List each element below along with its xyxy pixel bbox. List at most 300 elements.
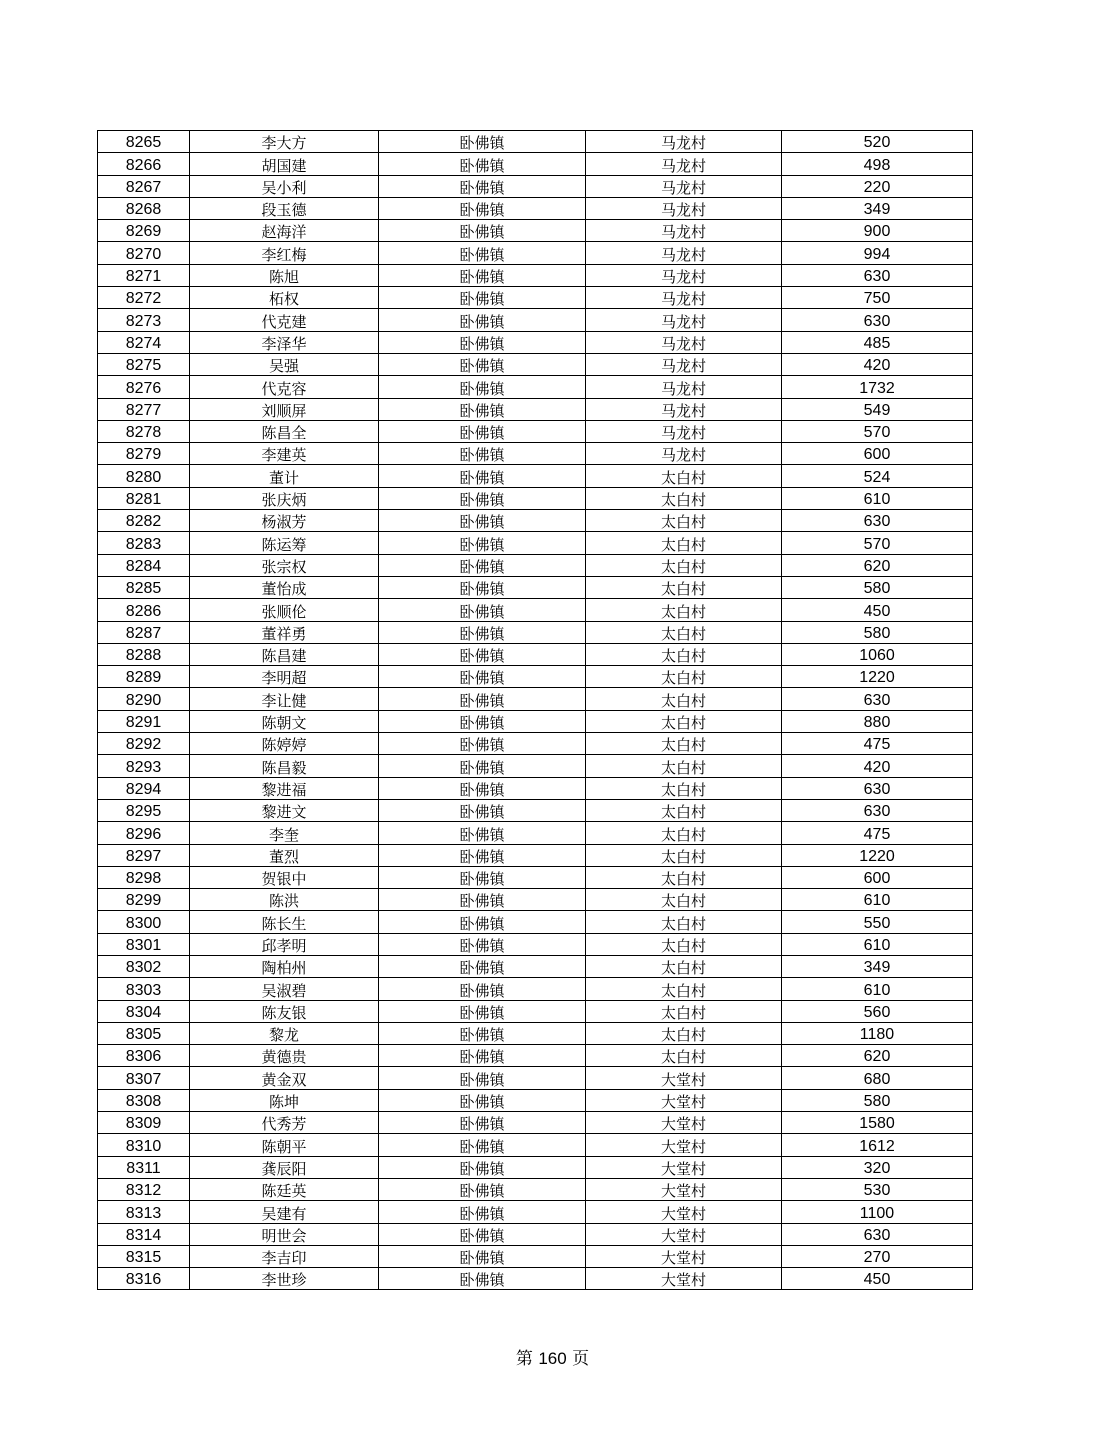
village-cell: 太白村 [586, 844, 782, 866]
amount-cell: 750 [782, 287, 973, 309]
table-row [98, 576, 973, 598]
village-cell: 太白村 [586, 866, 782, 888]
town-cell: 卧佛镇 [379, 1223, 586, 1245]
village-cell: 大堂村 [586, 1134, 782, 1156]
name-cell: 杨淑芳 [190, 510, 379, 532]
amount-cell: 880 [782, 710, 973, 732]
page-number: 160 [538, 1349, 567, 1368]
table-row [98, 376, 973, 398]
town-cell: 卧佛镇 [379, 955, 586, 977]
amount-cell: 220 [782, 175, 973, 197]
row-number-cell: 8293 [98, 755, 190, 777]
town-cell: 卧佛镇 [379, 131, 586, 153]
table-row [98, 599, 973, 621]
amount-cell: 560 [782, 1000, 973, 1022]
table-row [98, 175, 973, 197]
village-cell: 马龙村 [586, 331, 782, 353]
amount-cell: 610 [782, 933, 973, 955]
name-cell: 吴建有 [190, 1201, 379, 1223]
town-cell: 卧佛镇 [379, 599, 586, 621]
amount-cell: 1580 [782, 1112, 973, 1134]
row-number-cell: 8297 [98, 844, 190, 866]
town-cell: 卧佛镇 [379, 710, 586, 732]
village-cell: 太白村 [586, 465, 782, 487]
village-cell: 马龙村 [586, 309, 782, 331]
table-row [98, 465, 973, 487]
row-number-cell: 8309 [98, 1112, 190, 1134]
village-cell: 太白村 [586, 733, 782, 755]
village-cell: 马龙村 [586, 153, 782, 175]
row-number-cell: 8303 [98, 978, 190, 1000]
name-cell: 胡国建 [190, 153, 379, 175]
town-cell: 卧佛镇 [379, 175, 586, 197]
amount-cell: 630 [782, 799, 973, 821]
table-row [98, 554, 973, 576]
town-cell: 卧佛镇 [379, 1134, 586, 1156]
row-number-cell: 8313 [98, 1201, 190, 1223]
table-row [98, 1223, 973, 1245]
amount-cell: 570 [782, 420, 973, 442]
table-row [98, 309, 973, 331]
table-row [98, 532, 973, 554]
table-row [98, 242, 973, 264]
name-cell: 陈洪 [190, 889, 379, 911]
amount-cell: 475 [782, 822, 973, 844]
town-cell: 卧佛镇 [379, 799, 586, 821]
row-number-cell: 8286 [98, 599, 190, 621]
village-cell: 太白村 [586, 1022, 782, 1044]
row-number-cell: 8276 [98, 376, 190, 398]
town-cell: 卧佛镇 [379, 532, 586, 554]
row-number-cell: 8294 [98, 777, 190, 799]
table-row [98, 643, 973, 665]
name-cell: 赵海洋 [190, 220, 379, 242]
town-cell: 卧佛镇 [379, 1201, 586, 1223]
table-row [98, 353, 973, 375]
table-row [98, 889, 973, 911]
name-cell: 董怡成 [190, 576, 379, 598]
table-row [98, 1156, 973, 1178]
table-row [98, 153, 973, 175]
village-cell: 太白村 [586, 666, 782, 688]
table-row [98, 822, 973, 844]
name-cell: 李建英 [190, 443, 379, 465]
name-cell: 陈朝文 [190, 710, 379, 732]
town-cell: 卧佛镇 [379, 1022, 586, 1044]
town-cell: 卧佛镇 [379, 822, 586, 844]
row-number-cell: 8273 [98, 309, 190, 331]
row-number-cell: 8306 [98, 1045, 190, 1067]
row-number-cell: 8275 [98, 353, 190, 375]
amount-cell: 549 [782, 398, 973, 420]
row-number-cell: 8271 [98, 264, 190, 286]
row-number-cell: 8312 [98, 1178, 190, 1200]
name-cell: 李世珍 [190, 1268, 379, 1290]
name-cell: 张宗权 [190, 554, 379, 576]
amount-cell: 420 [782, 755, 973, 777]
table-row [98, 398, 973, 420]
amount-cell: 485 [782, 331, 973, 353]
town-cell: 卧佛镇 [379, 1156, 586, 1178]
row-number-cell: 8299 [98, 889, 190, 911]
amount-cell: 349 [782, 955, 973, 977]
town-cell: 卧佛镇 [379, 933, 586, 955]
amount-cell: 630 [782, 309, 973, 331]
table-row [98, 1245, 973, 1267]
name-cell: 龚辰阳 [190, 1156, 379, 1178]
name-cell: 陈昌全 [190, 420, 379, 442]
row-number-cell: 8298 [98, 866, 190, 888]
table-row [98, 799, 973, 821]
village-cell: 马龙村 [586, 353, 782, 375]
village-cell: 太白村 [586, 955, 782, 977]
row-number-cell: 8272 [98, 287, 190, 309]
town-cell: 卧佛镇 [379, 1245, 586, 1267]
table-row [98, 866, 973, 888]
amount-cell: 530 [782, 1178, 973, 1200]
table-row [98, 197, 973, 219]
name-cell: 李明超 [190, 666, 379, 688]
row-number-cell: 8315 [98, 1245, 190, 1267]
name-cell: 董烈 [190, 844, 379, 866]
table-row [98, 1067, 973, 1089]
name-cell: 陈友银 [190, 1000, 379, 1022]
name-cell: 张庆炳 [190, 487, 379, 509]
table-row [98, 264, 973, 286]
name-cell: 陈长生 [190, 911, 379, 933]
amount-cell: 900 [782, 220, 973, 242]
village-cell: 大堂村 [586, 1223, 782, 1245]
row-number-cell: 8289 [98, 666, 190, 688]
table-row [98, 1178, 973, 1200]
town-cell: 卧佛镇 [379, 666, 586, 688]
row-number-cell: 8277 [98, 398, 190, 420]
table-row [98, 487, 973, 509]
village-cell: 太白村 [586, 532, 782, 554]
table-row [98, 844, 973, 866]
town-cell: 卧佛镇 [379, 777, 586, 799]
name-cell: 陈婷婷 [190, 733, 379, 755]
table-row [98, 1201, 973, 1223]
village-cell: 太白村 [586, 1000, 782, 1022]
table-row [98, 1022, 973, 1044]
page-footer [0, 1344, 1105, 1369]
row-number-cell: 8291 [98, 710, 190, 732]
town-cell: 卧佛镇 [379, 443, 586, 465]
amount-cell: 580 [782, 621, 973, 643]
amount-cell: 570 [782, 532, 973, 554]
amount-cell: 1060 [782, 643, 973, 665]
name-cell: 陈昌建 [190, 643, 379, 665]
name-cell: 李奎 [190, 822, 379, 844]
town-cell: 卧佛镇 [379, 510, 586, 532]
name-cell: 李泽华 [190, 331, 379, 353]
name-cell: 贺银中 [190, 866, 379, 888]
table-row [98, 777, 973, 799]
row-number-cell: 8288 [98, 643, 190, 665]
town-cell: 卧佛镇 [379, 465, 586, 487]
amount-cell: 498 [782, 153, 973, 175]
town-cell: 卧佛镇 [379, 264, 586, 286]
town-cell: 卧佛镇 [379, 1089, 586, 1111]
village-cell: 太白村 [586, 777, 782, 799]
amount-cell: 320 [782, 1156, 973, 1178]
village-cell: 大堂村 [586, 1245, 782, 1267]
row-number-cell: 8281 [98, 487, 190, 509]
village-cell: 太白村 [586, 911, 782, 933]
name-cell: 吴小利 [190, 175, 379, 197]
name-cell: 黎龙 [190, 1022, 379, 1044]
row-number-cell: 8300 [98, 911, 190, 933]
town-cell: 卧佛镇 [379, 420, 586, 442]
village-cell: 大堂村 [586, 1112, 782, 1134]
village-cell: 太白村 [586, 1045, 782, 1067]
table-row [98, 443, 973, 465]
name-cell: 柘权 [190, 287, 379, 309]
amount-cell: 420 [782, 353, 973, 375]
town-cell: 卧佛镇 [379, 197, 586, 219]
town-cell: 卧佛镇 [379, 1112, 586, 1134]
table-row [98, 1134, 973, 1156]
row-number-cell: 8290 [98, 688, 190, 710]
village-cell: 太白村 [586, 799, 782, 821]
row-number-cell: 8274 [98, 331, 190, 353]
amount-cell: 450 [782, 599, 973, 621]
name-cell: 邱孝明 [190, 933, 379, 955]
name-cell: 陈旭 [190, 264, 379, 286]
row-number-cell: 8283 [98, 532, 190, 554]
amount-cell: 1612 [782, 1134, 973, 1156]
name-cell: 代克建 [190, 309, 379, 331]
row-number-cell: 8280 [98, 465, 190, 487]
amount-cell: 580 [782, 576, 973, 598]
town-cell: 卧佛镇 [379, 287, 586, 309]
village-cell: 太白村 [586, 933, 782, 955]
footer-suffix: 页 [572, 1349, 590, 1369]
row-number-cell: 8296 [98, 822, 190, 844]
table-row [98, 688, 973, 710]
table-row [98, 955, 973, 977]
row-number-cell: 8268 [98, 197, 190, 219]
row-number-cell: 8314 [98, 1223, 190, 1245]
row-number-cell: 8301 [98, 933, 190, 955]
town-cell: 卧佛镇 [379, 153, 586, 175]
town-cell: 卧佛镇 [379, 353, 586, 375]
town-cell: 卧佛镇 [379, 889, 586, 911]
amount-cell: 610 [782, 978, 973, 1000]
name-cell: 黎进文 [190, 799, 379, 821]
town-cell: 卧佛镇 [379, 1178, 586, 1200]
table-row [98, 331, 973, 353]
village-cell: 马龙村 [586, 175, 782, 197]
row-number-cell: 8310 [98, 1134, 190, 1156]
row-number-cell: 8311 [98, 1156, 190, 1178]
name-cell: 黄德贵 [190, 1045, 379, 1067]
village-cell: 马龙村 [586, 242, 782, 264]
town-cell: 卧佛镇 [379, 220, 586, 242]
row-number-cell: 8282 [98, 510, 190, 532]
town-cell: 卧佛镇 [379, 844, 586, 866]
table-row [98, 420, 973, 442]
town-cell: 卧佛镇 [379, 621, 586, 643]
village-cell: 马龙村 [586, 398, 782, 420]
row-number-cell: 8287 [98, 621, 190, 643]
amount-cell: 630 [782, 1223, 973, 1245]
town-cell: 卧佛镇 [379, 978, 586, 1000]
table-row [98, 933, 973, 955]
village-cell: 大堂村 [586, 1067, 782, 1089]
village-cell: 马龙村 [586, 264, 782, 286]
row-number-cell: 8295 [98, 799, 190, 821]
village-cell: 马龙村 [586, 376, 782, 398]
amount-cell: 450 [782, 1268, 973, 1290]
town-cell: 卧佛镇 [379, 242, 586, 264]
table-row [98, 755, 973, 777]
amount-cell: 524 [782, 465, 973, 487]
village-cell: 太白村 [586, 599, 782, 621]
table-row [98, 220, 973, 242]
name-cell: 代秀芳 [190, 1112, 379, 1134]
data-table [97, 130, 973, 1290]
name-cell: 陈运筹 [190, 532, 379, 554]
village-cell: 太白村 [586, 889, 782, 911]
table-row [98, 287, 973, 309]
row-number-cell: 8285 [98, 576, 190, 598]
village-cell: 马龙村 [586, 420, 782, 442]
name-cell: 陈昌毅 [190, 755, 379, 777]
table-row [98, 978, 973, 1000]
town-cell: 卧佛镇 [379, 487, 586, 509]
table-body [98, 131, 973, 1290]
town-cell: 卧佛镇 [379, 1045, 586, 1067]
row-number-cell: 8304 [98, 1000, 190, 1022]
table-row [98, 1000, 973, 1022]
amount-cell: 1220 [782, 844, 973, 866]
row-number-cell: 8279 [98, 443, 190, 465]
village-cell: 太白村 [586, 755, 782, 777]
amount-cell: 1220 [782, 666, 973, 688]
amount-cell: 1732 [782, 376, 973, 398]
name-cell: 陶柏州 [190, 955, 379, 977]
name-cell: 吴强 [190, 353, 379, 375]
row-number-cell: 8308 [98, 1089, 190, 1111]
village-cell: 马龙村 [586, 287, 782, 309]
table-row [98, 733, 973, 755]
row-number-cell: 8307 [98, 1067, 190, 1089]
table-row [98, 131, 973, 153]
row-number-cell: 8269 [98, 220, 190, 242]
village-cell: 太白村 [586, 554, 782, 576]
table-row [98, 510, 973, 532]
village-cell: 太白村 [586, 688, 782, 710]
amount-cell: 630 [782, 510, 973, 532]
table-row [98, 1089, 973, 1111]
town-cell: 卧佛镇 [379, 1067, 586, 1089]
name-cell: 李让健 [190, 688, 379, 710]
village-cell: 马龙村 [586, 131, 782, 153]
row-number-cell: 8265 [98, 131, 190, 153]
amount-cell: 994 [782, 242, 973, 264]
amount-cell: 630 [782, 264, 973, 286]
town-cell: 卧佛镇 [379, 755, 586, 777]
name-cell: 明世会 [190, 1223, 379, 1245]
name-cell: 黄金双 [190, 1067, 379, 1089]
village-cell: 马龙村 [586, 443, 782, 465]
name-cell: 董计 [190, 465, 379, 487]
village-cell: 太白村 [586, 621, 782, 643]
table-row [98, 911, 973, 933]
row-number-cell: 8305 [98, 1022, 190, 1044]
row-number-cell: 8270 [98, 242, 190, 264]
name-cell: 段玉德 [190, 197, 379, 219]
name-cell: 李吉印 [190, 1245, 379, 1267]
amount-cell: 600 [782, 866, 973, 888]
table-row [98, 1112, 973, 1134]
town-cell: 卧佛镇 [379, 866, 586, 888]
row-number-cell: 8302 [98, 955, 190, 977]
town-cell: 卧佛镇 [379, 309, 586, 331]
name-cell: 陈朝平 [190, 1134, 379, 1156]
row-number-cell: 8292 [98, 733, 190, 755]
village-cell: 太白村 [586, 978, 782, 1000]
name-cell: 黎进福 [190, 777, 379, 799]
row-number-cell: 8267 [98, 175, 190, 197]
table-row [98, 1045, 973, 1067]
amount-cell: 610 [782, 487, 973, 509]
name-cell: 李大方 [190, 131, 379, 153]
name-cell: 刘顺屏 [190, 398, 379, 420]
town-cell: 卧佛镇 [379, 688, 586, 710]
amount-cell: 630 [782, 777, 973, 799]
village-cell: 大堂村 [586, 1178, 782, 1200]
row-number-cell: 8284 [98, 554, 190, 576]
village-cell: 大堂村 [586, 1156, 782, 1178]
amount-cell: 580 [782, 1089, 973, 1111]
amount-cell: 620 [782, 554, 973, 576]
amount-cell: 270 [782, 1245, 973, 1267]
amount-cell: 620 [782, 1045, 973, 1067]
name-cell: 陈坤 [190, 1089, 379, 1111]
name-cell: 李红梅 [190, 242, 379, 264]
town-cell: 卧佛镇 [379, 1268, 586, 1290]
village-cell: 太白村 [586, 710, 782, 732]
village-cell: 太白村 [586, 487, 782, 509]
table-row [98, 1268, 973, 1290]
table-row [98, 621, 973, 643]
town-cell: 卧佛镇 [379, 1000, 586, 1022]
village-cell: 马龙村 [586, 220, 782, 242]
amount-cell: 1100 [782, 1201, 973, 1223]
amount-cell: 680 [782, 1067, 973, 1089]
name-cell: 陈廷英 [190, 1178, 379, 1200]
amount-cell: 475 [782, 733, 973, 755]
town-cell: 卧佛镇 [379, 376, 586, 398]
amount-cell: 550 [782, 911, 973, 933]
village-cell: 大堂村 [586, 1089, 782, 1111]
name-cell: 董祥勇 [190, 621, 379, 643]
town-cell: 卧佛镇 [379, 398, 586, 420]
town-cell: 卧佛镇 [379, 576, 586, 598]
town-cell: 卧佛镇 [379, 733, 586, 755]
table-row [98, 710, 973, 732]
row-number-cell: 8316 [98, 1268, 190, 1290]
amount-cell: 630 [782, 688, 973, 710]
town-cell: 卧佛镇 [379, 911, 586, 933]
village-cell: 太白村 [586, 643, 782, 665]
row-number-cell: 8278 [98, 420, 190, 442]
name-cell: 代克容 [190, 376, 379, 398]
table-row [98, 666, 973, 688]
